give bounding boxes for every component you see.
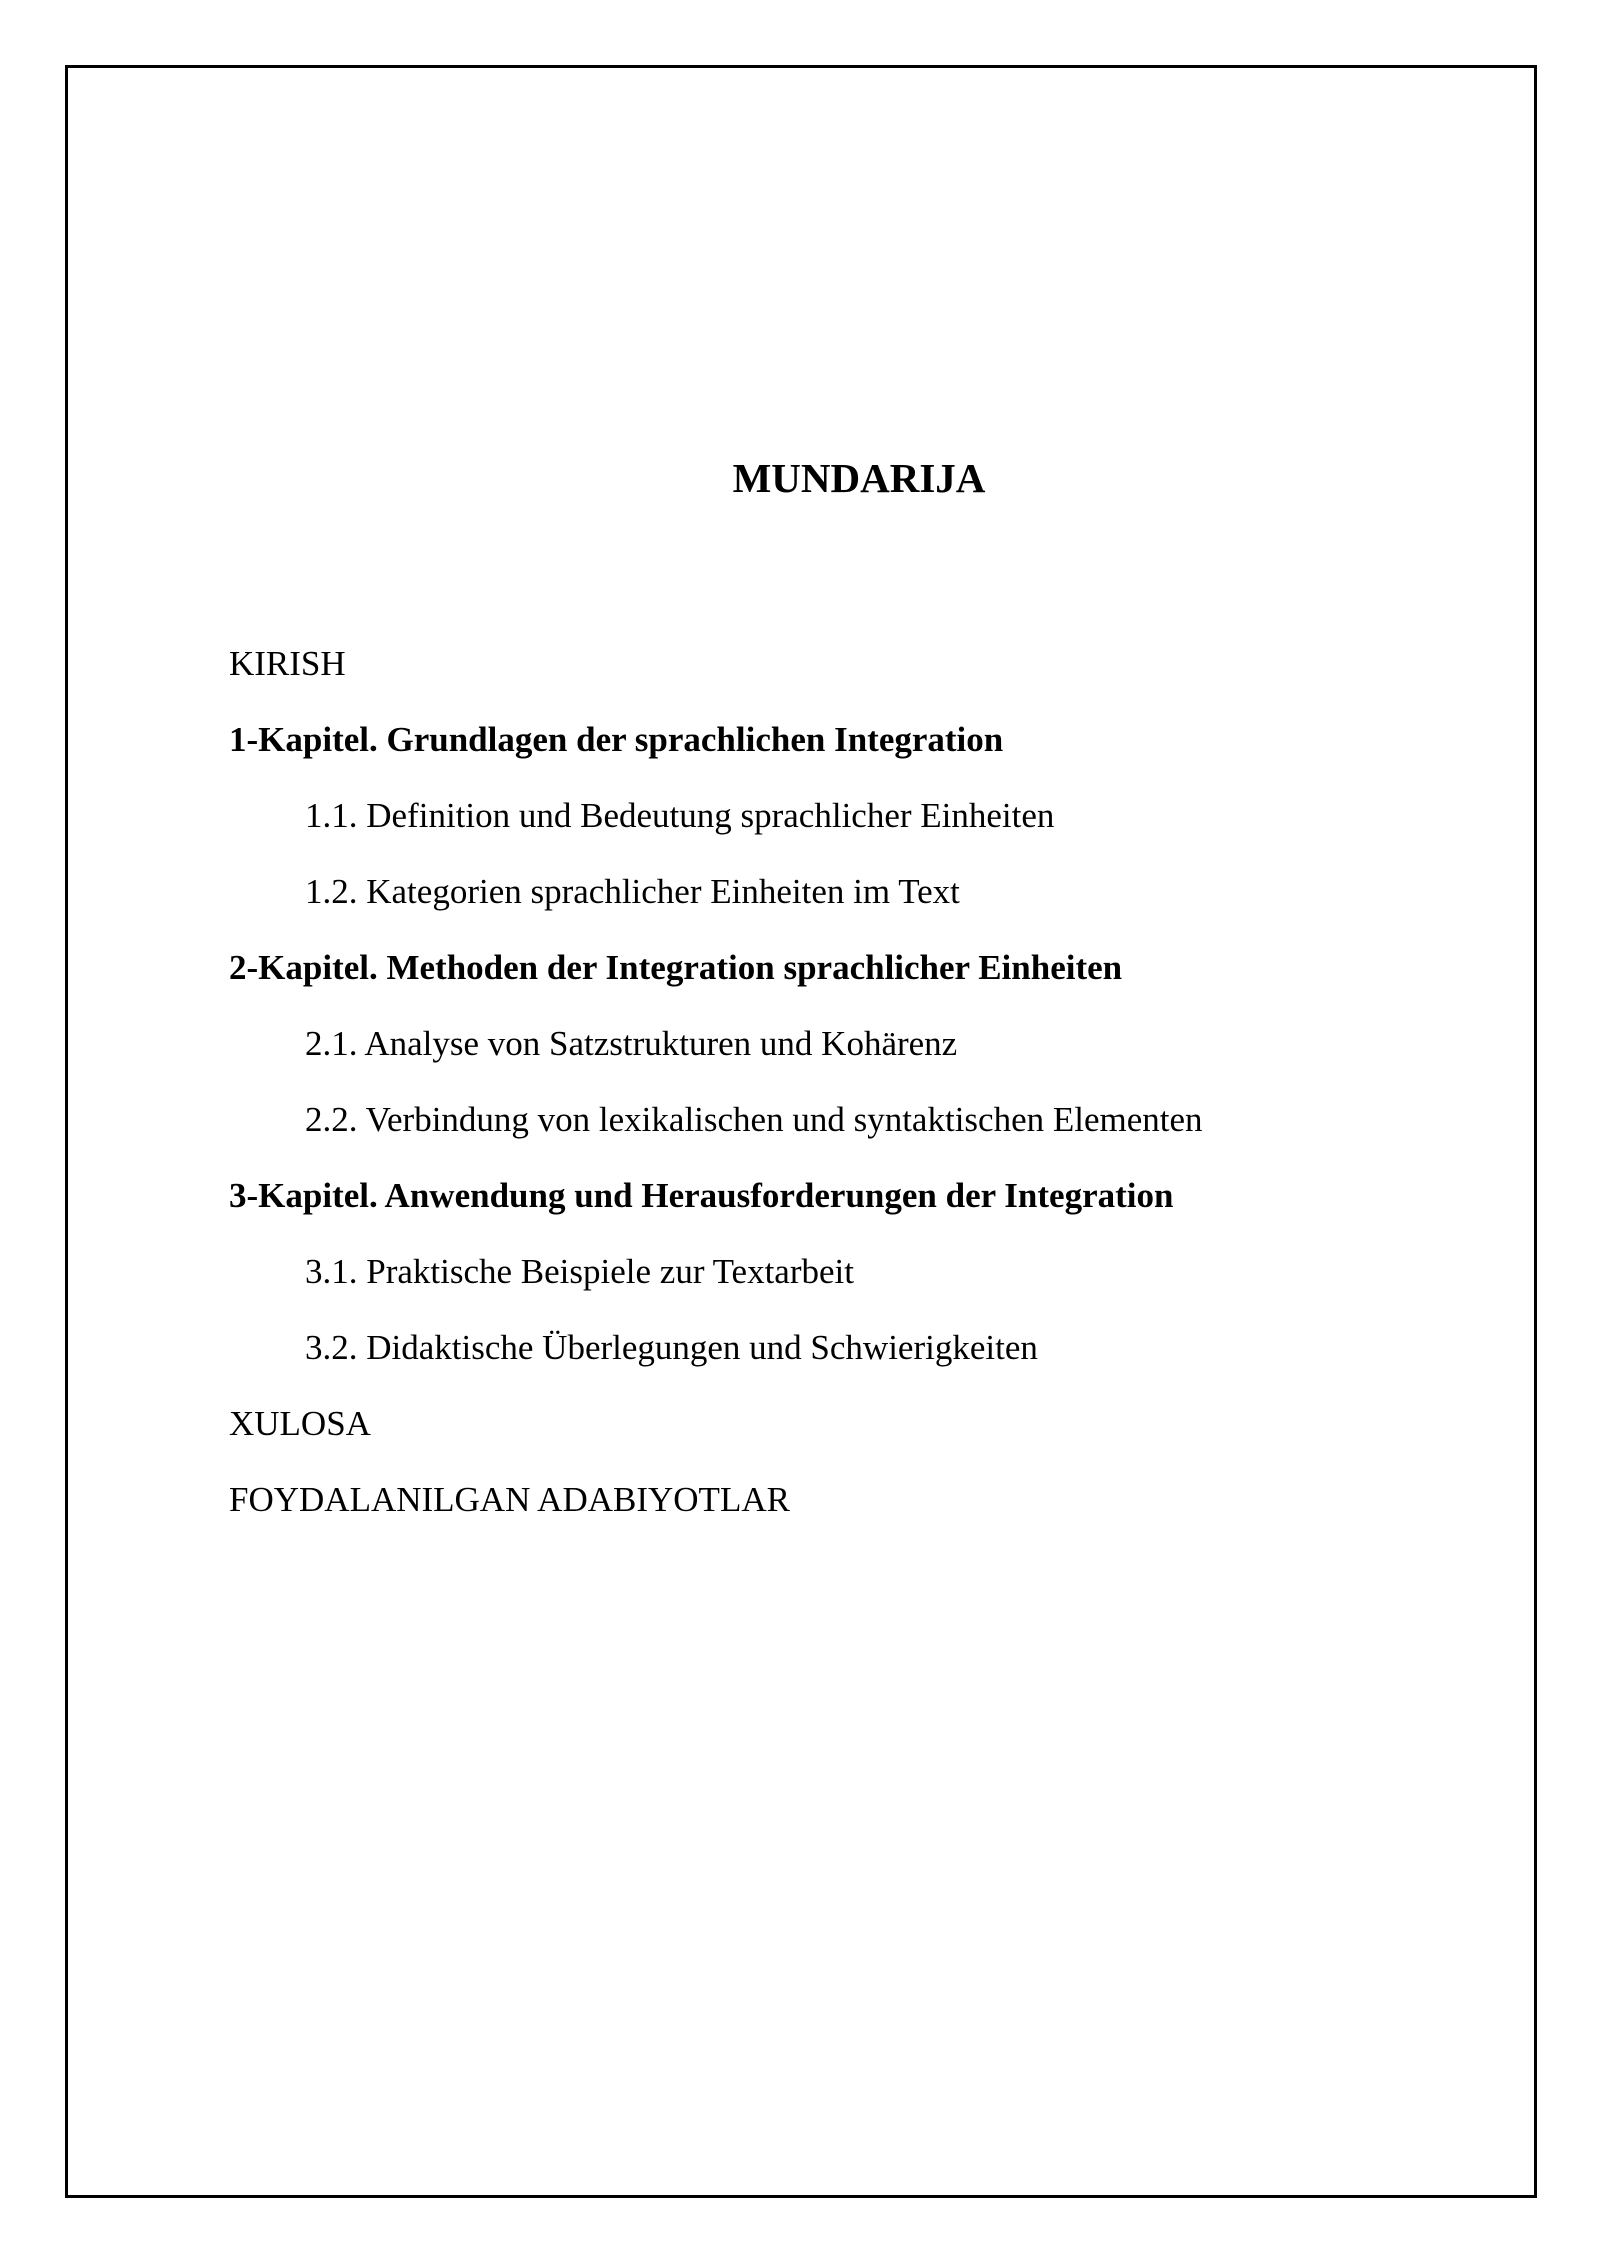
toc-chapter-3[interactable]: 3-Kapitel. Anwendung und Herausforderungen der Integration xyxy=(229,1176,1174,1215)
toc-entry-references[interactable]: FOYDALANILGAN ADABIYOTLAR xyxy=(229,1480,790,1519)
page-title: MUNDARIJA xyxy=(732,455,986,501)
toc-chapter-1[interactable]: 1-Kapitel. Grundlagen der sprachlichen Integration xyxy=(229,720,1004,759)
table-of-contents xyxy=(229,642,1489,1554)
toc-entry-introduction[interactable]: KIRISH xyxy=(229,644,346,683)
toc-entry-conclusion[interactable]: XULOSA xyxy=(229,1404,371,1443)
toc-section-2-1[interactable]: 2.1. Analyse von Satzstrukturen und Kohärenz xyxy=(305,1024,958,1063)
toc-section-1-1[interactable]: 1.1. Definition und Bedeutung sprachlicher Einheiten xyxy=(305,796,1055,835)
toc-section-3-2[interactable]: 3.2. Didaktische Überlegungen und Schwierigkeiten xyxy=(305,1328,1038,1367)
toc-chapter-2[interactable]: 2-Kapitel. Methoden der Integration sprachlicher Einheiten xyxy=(229,948,1123,987)
toc-section-1-2[interactable]: 1.2. Kategorien sprachlicher Einheiten im Text xyxy=(305,872,960,911)
toc-section-2-2[interactable]: 2.2. Verbindung von lexikalischen und syntaktischen Elementen xyxy=(305,1100,1203,1139)
toc-section-3-1[interactable]: 3.1. Praktische Beispiele zur Textarbeit xyxy=(305,1252,854,1291)
